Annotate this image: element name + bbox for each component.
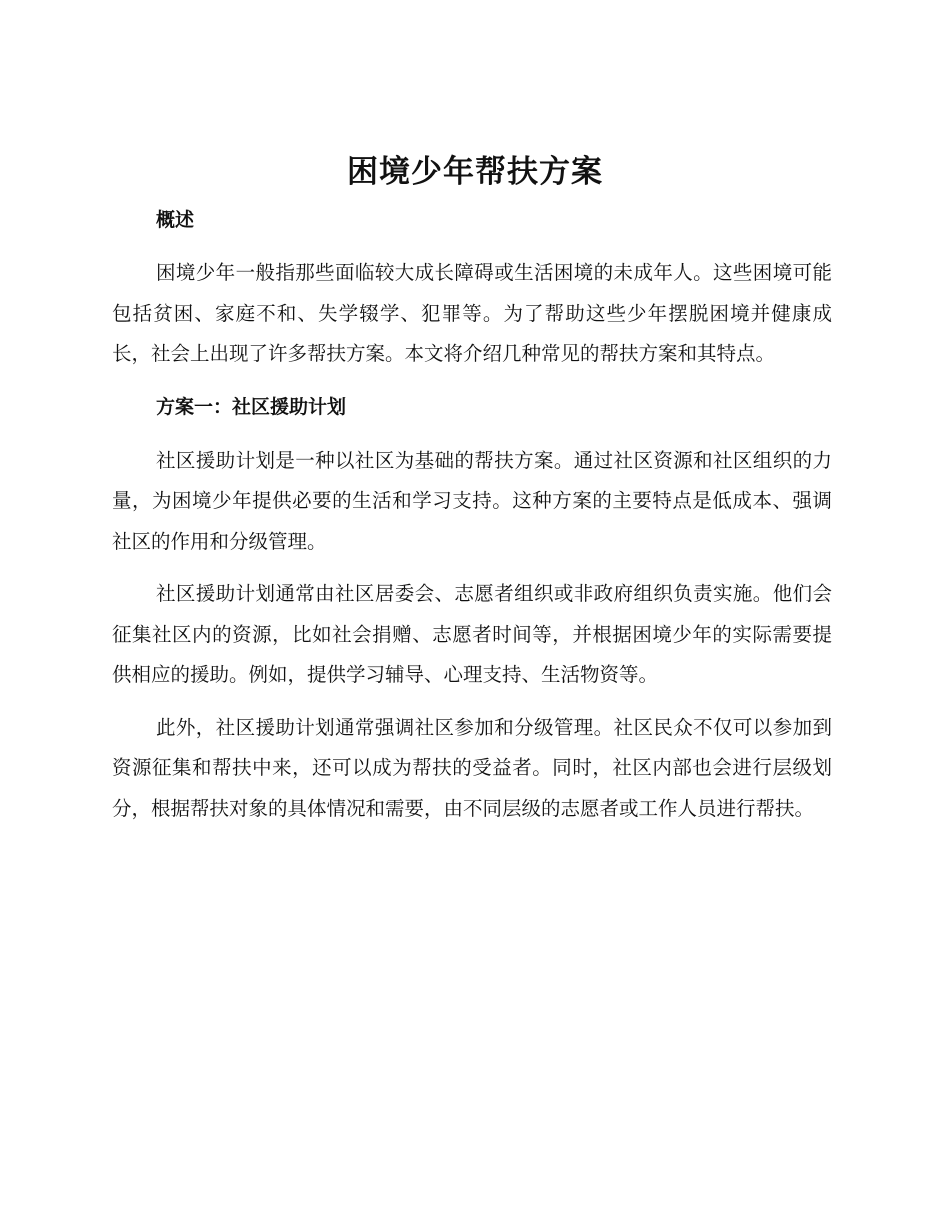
section-heading-overview: 概述 bbox=[156, 209, 195, 231]
paragraph-plan-one-intro: 社区援助计划是一种以社区为基础的帮扶方案。通过社区资源和社区组织的力量，为困境少年提供必要的生活和学习支持。这种方案的主要特点是低成本、强调社区的作用和分级管理。 bbox=[112, 448, 832, 553]
paragraph-plan-one-implementation: 社区援助计划通常由社区居委会、志愿者组织或非政府组织负责实施。他们会征集社区内的资源，比如社会捐赠、志愿者时间等，并根据困境少年的实际需要提供相应的援助。例如，提供学习辅导、心理支持、生活物资等。 bbox=[112, 582, 832, 686]
document-title: 困境少年帮扶方案 bbox=[347, 154, 603, 190]
section-heading-plan-one: 方案一：社区援助计划 bbox=[156, 395, 347, 418]
paragraph-plan-one-management: 此外，社区援助计划通常强调社区参加和分级管理。社区民众不仅可以参加到资源征集和帮扶中来，还可以成为帮扶的受益者。同时，社区内部也会进行层级划分，根据帮扶对象的具体情况和需要，由不同层级的志愿者或工作人员进行帮扶。 bbox=[112, 715, 832, 820]
document-body bbox=[112, 200, 832, 841]
paragraph-overview: 困境少年一般指那些面临较大成长障碍或生活困境的未成年人。这些困境可能包括贫困、家庭不和、失学辍学、犯罪等。为了帮助这些少年摆脱困境并健康成长，社会上出现了许多帮扶方案。本文将介绍几种常见的帮扶方案和其特点。 bbox=[112, 261, 832, 365]
